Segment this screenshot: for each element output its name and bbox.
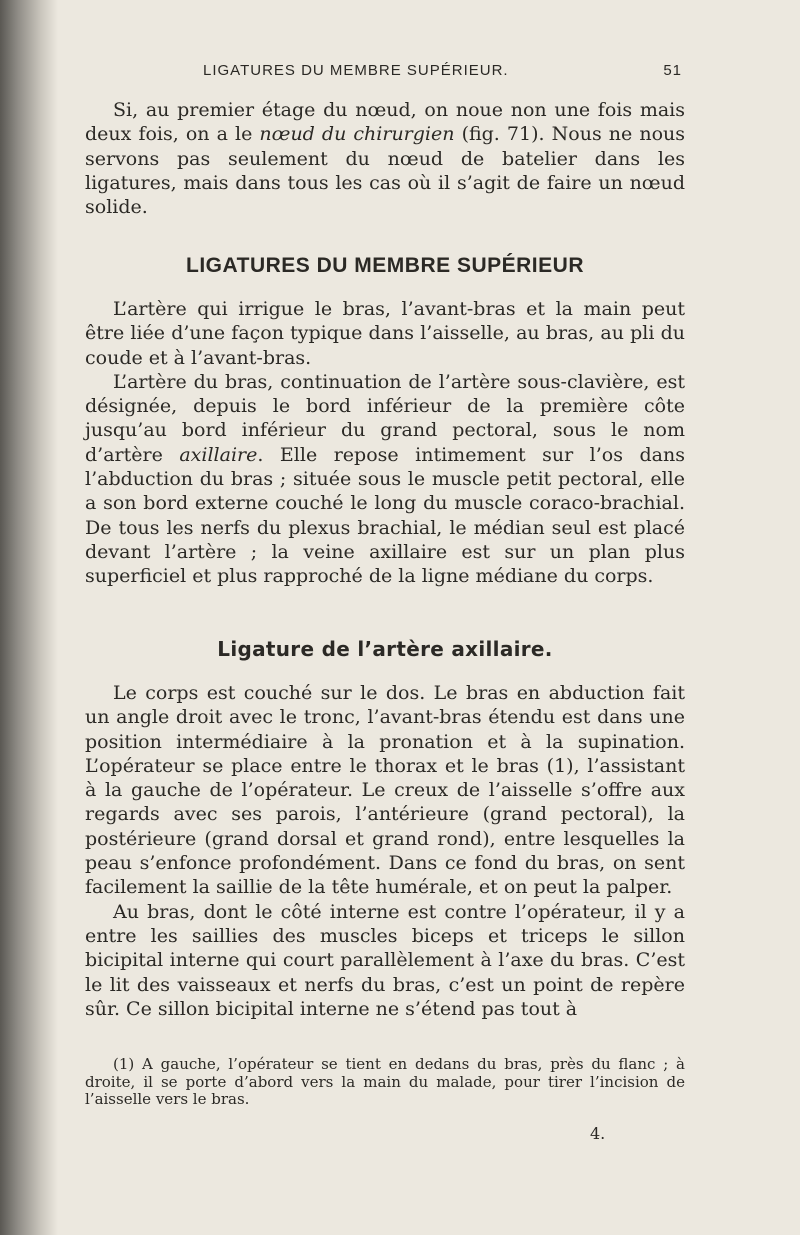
signature-mark: 4. xyxy=(590,1124,606,1143)
intro-paragraph: Si, au premier étage du nœud, on noue non une fois mais deux fois, on a le nœud du chirurgien (fig. 71). Nous ne nous servons pas seulement du nœud de batelier dans les ligatures, mais dans tous les cas où il s’agit de faire un nœud solide. xyxy=(85,99,685,219)
running-head xyxy=(85,62,685,84)
subsection-heading: Ligature de l’artère axillaire. xyxy=(217,637,553,661)
subsection-body xyxy=(85,681,685,1021)
page-number: 51 xyxy=(663,62,682,79)
subsection-paragraph-2: Au bras, dont le côté interne est contre l’opérateur, il y a entre les saillies des muscles biceps et triceps le sillon bicipital interne qui court parallèlement à l’axe du bras. C’est le lit des vaisseaux et nerfs du bras, c’est un point de repère sûr. Ce sillon bicipital interne ne s’étend pas tout à xyxy=(85,900,685,1020)
running-head-title: LIGATURES DU MEMBRE SUPÉRIEUR. xyxy=(203,62,509,79)
term-noeud-du-chirurgien: nœud du chirurgien xyxy=(259,123,455,146)
section-heading: LIGATURES DU MEMBRE SUPÉRIEUR xyxy=(186,254,584,277)
footnote-block xyxy=(85,1056,685,1109)
subsection-paragraph-1: Le corps est couché sur le dos. Le bras en abduction fait un angle droit avec le tronc, l’avant-bras étendu est dans une position intermédiaire à la pronation et à la supination. L’opérateur se place entre le thorax et le bras (1), l’assistant à la gauche de l’opérateur. Le creux de l’aisselle s’offre aux regards avec ses parois, l’antérieure (grand pectoral), la postérieure (grand dorsal et grand rond), entre lesquelles la peau s’enfonce profondément. Dans ce fond du bras, on sent facilement la saillie de la tête humérale, et on peut la palper. xyxy=(85,682,685,899)
book-gutter-shadow xyxy=(0,0,58,1235)
footnote: (1) A gauche, l’opérateur se tient en dedans du bras, près du flanc ; à droite, il se porte d’abord vers la main du malade, pour tirer l’incision de l’aisselle vers le bras. xyxy=(85,1055,685,1108)
intro-paragraph-block xyxy=(85,98,685,219)
section-body xyxy=(85,297,685,589)
section-paragraph-1: L’artère qui irrigue le bras, l’avant-bras et la main peut être liée d’une façon typique dans l’aisselle, au bras, au pli du coude et à l’avant-bras. xyxy=(85,298,685,369)
section-paragraph-2: L’artère du bras, continuation de l’artère sous-clavière, est désignée, depuis le bord inférieur de la première côte jusqu’au bord inférieur du grand pectoral, sous le nom d’artère axillaire. Elle repose intimement sur l’os dans l’abduction du bras ; située sous le muscle petit pectoral, elle a son bord externe couché le long du muscle coraco-brachial. De tous les nerfs du plexus brachial, le médian seul est placé devant l’artère ; la veine axillaire est sur un plan plus superficiel et plus rapproché de la ligne médiane du corps. xyxy=(85,370,685,588)
term-axillaire: axillaire xyxy=(179,443,258,466)
